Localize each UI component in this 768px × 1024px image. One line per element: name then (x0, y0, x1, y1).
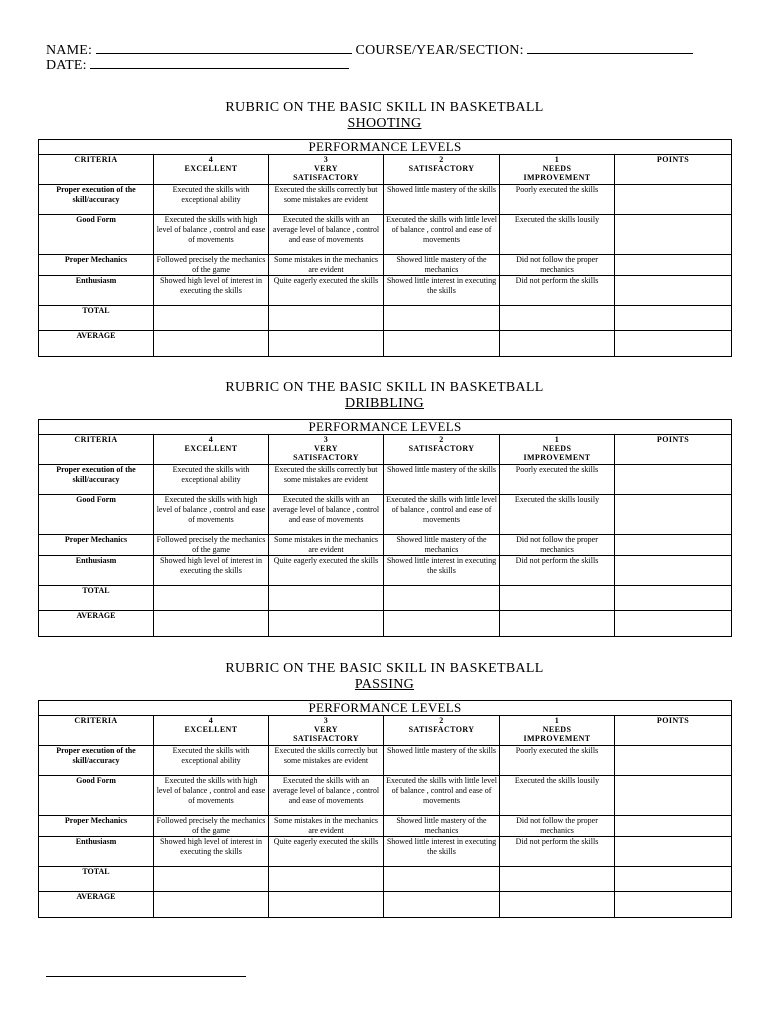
rubric-section-shooting (38, 100, 731, 357)
level-header-2 (384, 155, 500, 185)
level-header-row (39, 716, 732, 746)
total-cell[interactable] (269, 867, 384, 892)
level-name: VERY SATISFACTORY (293, 444, 359, 462)
total-cell[interactable] (384, 306, 500, 331)
criteria-header: CRITERIA (39, 435, 154, 465)
descriptor-cell: Did not perform the skills (500, 837, 615, 867)
criteria-row (39, 746, 732, 776)
level-number: 3 (323, 155, 329, 164)
average-cell[interactable] (269, 331, 384, 357)
descriptor-cell: Followed precisely the mechanics of the game (154, 535, 269, 556)
descriptor-cell: Showed little mastery of the skills (384, 185, 500, 215)
descriptor-cell: Followed precisely the mechanics of the game (154, 255, 269, 276)
average-cell[interactable] (384, 892, 500, 918)
level-name: VERY SATISFACTORY (293, 164, 359, 182)
descriptor-cell: Did not follow the proper mechanics (500, 816, 615, 837)
points-cell[interactable] (615, 556, 732, 586)
total-label: TOTAL (39, 586, 154, 611)
descriptor-cell: Executed the skills with little level of balance , control and ease of movements (384, 776, 500, 816)
descriptor-cell: Showed little mastery of the mechanics (384, 816, 500, 837)
level-name: SATISFACTORY (408, 725, 475, 734)
points-cell[interactable] (615, 535, 732, 556)
descriptor-cell: Executed the skills correctly but some mistakes are evident (269, 465, 384, 495)
points-cell[interactable] (615, 185, 732, 215)
total-cell[interactable] (154, 867, 269, 892)
points-cell[interactable] (615, 276, 732, 306)
descriptor-cell: Showed little interest in executing the skills (384, 556, 500, 586)
descriptor-cell: Did not follow the proper mechanics (500, 535, 615, 556)
points-cell[interactable] (615, 215, 732, 255)
level-header-row (39, 435, 732, 465)
criteria-row (39, 495, 732, 535)
average-row (39, 611, 732, 637)
criteria-row (39, 535, 732, 556)
points-header: POINTS (615, 155, 732, 185)
average-label: AVERAGE (39, 892, 154, 918)
criteria-name: Proper Mechanics (39, 255, 154, 276)
average-cell[interactable] (500, 331, 615, 357)
descriptor-cell: Executed the skills with an average level of balance , control and ease of movements (269, 495, 384, 535)
points-cell[interactable] (615, 255, 732, 276)
criteria-name: Proper Mechanics (39, 816, 154, 837)
criteria-name: Good Form (39, 215, 154, 255)
descriptor-cell: Followed precisely the mechanics of the game (154, 816, 269, 837)
level-header-row (39, 155, 732, 185)
descriptor-cell: Showed little mastery of the mechanics (384, 535, 500, 556)
descriptor-cell: Some mistakes in the mechanics are evident (269, 255, 384, 276)
level-name: VERY SATISFACTORY (293, 725, 359, 743)
descriptor-cell: Executed the skills with an average level of balance , control and ease of movements (269, 776, 384, 816)
descriptor-cell: Some mistakes in the mechanics are evident (269, 535, 384, 556)
level-header-1 (500, 716, 615, 746)
total-cell[interactable] (269, 586, 384, 611)
average-label: AVERAGE (39, 611, 154, 637)
descriptor-cell: Executed the skills lousily (500, 776, 615, 816)
level-number: 2 (439, 155, 444, 164)
descriptor-cell: Quite eagerly executed the skills (269, 837, 384, 867)
average-cell[interactable] (500, 611, 615, 637)
points-cell[interactable] (615, 746, 732, 776)
rubric-section-passing (38, 661, 731, 918)
points-cell[interactable] (615, 816, 732, 837)
average-cell[interactable] (615, 611, 732, 637)
total-row (39, 306, 732, 331)
criteria-row (39, 465, 732, 495)
points-header: POINTS (615, 716, 732, 746)
descriptor-cell: Executed the skills lousily (500, 215, 615, 255)
descriptor-cell: Executed the skills with exceptional ability (154, 465, 269, 495)
total-label: TOTAL (39, 306, 154, 331)
level-header-4 (154, 435, 269, 465)
points-cell[interactable] (615, 776, 732, 816)
descriptor-cell: Poorly executed the skills (500, 185, 615, 215)
descriptor-cell: Executed the skills with exceptional ability (154, 746, 269, 776)
descriptor-cell: Poorly executed the skills (500, 746, 615, 776)
average-cell[interactable] (500, 892, 615, 918)
level-number: 1 (554, 435, 560, 444)
name-blank[interactable] (96, 40, 352, 54)
level-name: NEEDS IMPROVEMENT (523, 725, 591, 743)
criteria-row (39, 816, 732, 837)
criteria-row (39, 837, 732, 867)
criteria-name: Proper execution of the skill/accuracy (39, 746, 154, 776)
descriptor-cell: Did not perform the skills (500, 276, 615, 306)
criteria-header: CRITERIA (39, 155, 154, 185)
criteria-row (39, 776, 732, 816)
level-name: NEEDS IMPROVEMENT (523, 164, 591, 182)
performance-levels-row (39, 420, 732, 435)
descriptor-cell: Showed little mastery of the skills (384, 746, 500, 776)
criteria-name: Enthusiasm (39, 276, 154, 306)
level-name: EXCELLENT (184, 444, 238, 453)
performance-levels-row (39, 701, 732, 716)
points-cell[interactable] (615, 837, 732, 867)
average-cell[interactable] (154, 331, 269, 357)
level-name: EXCELLENT (184, 725, 238, 734)
descriptor-cell: Executed the skills with exceptional ability (154, 185, 269, 215)
criteria-header: CRITERIA (39, 716, 154, 746)
performance-levels-header: PERFORMANCE LEVELS (39, 140, 732, 155)
skill-title: SHOOTING (347, 116, 422, 131)
level-header-3 (269, 435, 384, 465)
level-header-3 (269, 716, 384, 746)
average-label: AVERAGE (39, 331, 154, 357)
level-name: SATISFACTORY (408, 164, 475, 173)
total-row (39, 586, 732, 611)
level-number: 4 (208, 716, 214, 725)
average-cell[interactable] (154, 611, 269, 637)
course-label: COURSE/YEAR/SECTION: (355, 43, 524, 58)
total-cell[interactable] (500, 306, 615, 331)
rubric-title: RUBRIC ON THE BASIC SKILL IN BASKETBALL (225, 380, 544, 395)
total-cell[interactable] (269, 306, 384, 331)
average-row (39, 892, 732, 918)
descriptor-cell: Quite eagerly executed the skills (269, 276, 384, 306)
descriptor-cell: Showed little mastery of the mechanics (384, 255, 500, 276)
descriptor-cell: Did not follow the proper mechanics (500, 255, 615, 276)
level-number: 4 (208, 155, 214, 164)
total-cell[interactable] (615, 306, 732, 331)
descriptor-cell: Executed the skills with little level of balance , control and ease of movements (384, 495, 500, 535)
rubric-table (38, 139, 732, 357)
criteria-name: Proper execution of the skill/accuracy (39, 465, 154, 495)
descriptor-cell: Executed the skills correctly but some mistakes are evident (269, 746, 384, 776)
level-header-2 (384, 435, 500, 465)
descriptor-cell: Showed high level of interest in executing the skills (154, 276, 269, 306)
total-cell[interactable] (615, 867, 732, 892)
descriptor-cell: Showed high level of interest in executing the skills (154, 556, 269, 586)
total-label: TOTAL (39, 867, 154, 892)
average-row (39, 331, 732, 357)
total-cell[interactable] (500, 867, 615, 892)
performance-levels-header: PERFORMANCE LEVELS (39, 420, 732, 435)
rubric-table (38, 700, 732, 918)
level-number: 2 (439, 435, 444, 444)
descriptor-cell: Showed little interest in executing the skills (384, 837, 500, 867)
average-cell[interactable] (269, 611, 384, 637)
rubric-table (38, 419, 732, 637)
level-header-3 (269, 155, 384, 185)
descriptor-cell: Showed little interest in executing the skills (384, 276, 500, 306)
level-name: SATISFACTORY (408, 444, 475, 453)
criteria-row (39, 556, 732, 586)
average-cell[interactable] (384, 331, 500, 357)
criteria-name: Good Form (39, 776, 154, 816)
points-header: POINTS (615, 435, 732, 465)
level-number: 4 (208, 435, 214, 444)
descriptor-cell: Some mistakes in the mechanics are evident (269, 816, 384, 837)
criteria-row (39, 276, 732, 306)
level-number: 1 (554, 155, 560, 164)
total-cell[interactable] (500, 586, 615, 611)
points-cell[interactable] (615, 465, 732, 495)
level-name: NEEDS IMPROVEMENT (523, 444, 591, 462)
descriptor-cell: Showed high level of interest in executing the skills (154, 837, 269, 867)
course-blank[interactable] (527, 40, 693, 54)
date-label: DATE: (46, 58, 87, 73)
points-cell[interactable] (615, 495, 732, 535)
level-header-4 (154, 716, 269, 746)
average-cell[interactable] (269, 892, 384, 918)
criteria-name: Proper Mechanics (39, 535, 154, 556)
criteria-name: Enthusiasm (39, 837, 154, 867)
descriptor-cell: Executed the skills with high level of balance , control and ease of movements (154, 495, 269, 535)
level-header-2 (384, 716, 500, 746)
skill-title: PASSING (354, 677, 415, 692)
descriptor-cell: Executed the skills with high level of balance , control and ease of movements (154, 215, 269, 255)
descriptor-cell: Executed the skills with little level of balance , control and ease of movements (384, 215, 500, 255)
level-header-4 (154, 155, 269, 185)
average-cell[interactable] (615, 892, 732, 918)
date-line (46, 55, 349, 74)
rubric-title: RUBRIC ON THE BASIC SKILL IN BASKETBALL (225, 100, 544, 115)
criteria-name: Proper execution of the skill/accuracy (39, 185, 154, 215)
descriptor-cell: Executed the skills lousily (500, 495, 615, 535)
total-cell[interactable] (384, 867, 500, 892)
performance-levels-header: PERFORMANCE LEVELS (39, 701, 732, 716)
descriptor-cell: Showed little mastery of the skills (384, 465, 500, 495)
total-cell[interactable] (154, 586, 269, 611)
descriptor-cell: Executed the skills correctly but some mistakes are evident (269, 185, 384, 215)
total-row (39, 867, 732, 892)
average-cell[interactable] (384, 611, 500, 637)
average-cell[interactable] (154, 892, 269, 918)
descriptor-cell: Poorly executed the skills (500, 465, 615, 495)
level-header-1 (500, 155, 615, 185)
descriptor-cell: Executed the skills with high level of balance , control and ease of movements (154, 776, 269, 816)
descriptor-cell: Did not perform the skills (500, 556, 615, 586)
performance-levels-row (39, 140, 732, 155)
skill-title: DRIBBLING (345, 396, 424, 411)
criteria-row (39, 215, 732, 255)
criteria-name: Enthusiasm (39, 556, 154, 586)
criteria-row (39, 255, 732, 276)
rubric-title: RUBRIC ON THE BASIC SKILL IN BASKETBALL (225, 661, 544, 676)
level-header-1 (500, 435, 615, 465)
criteria-name: Good Form (39, 495, 154, 535)
date-blank[interactable] (90, 55, 349, 69)
average-cell[interactable] (615, 331, 732, 357)
descriptor-cell: Quite eagerly executed the skills (269, 556, 384, 586)
level-number: 3 (323, 435, 329, 444)
name-label: NAME: (46, 43, 93, 58)
criteria-row (39, 185, 732, 215)
level-number: 3 (323, 716, 329, 725)
total-cell[interactable] (615, 586, 732, 611)
level-number: 1 (554, 716, 560, 725)
total-cell[interactable] (384, 586, 500, 611)
descriptor-cell: Executed the skills with an average level of balance , control and ease of movements (269, 215, 384, 255)
rubric-section-dribbling (38, 380, 731, 637)
total-cell[interactable] (154, 306, 269, 331)
signature-line[interactable] (46, 976, 246, 977)
level-name: EXCELLENT (184, 164, 238, 173)
level-number: 2 (439, 716, 444, 725)
